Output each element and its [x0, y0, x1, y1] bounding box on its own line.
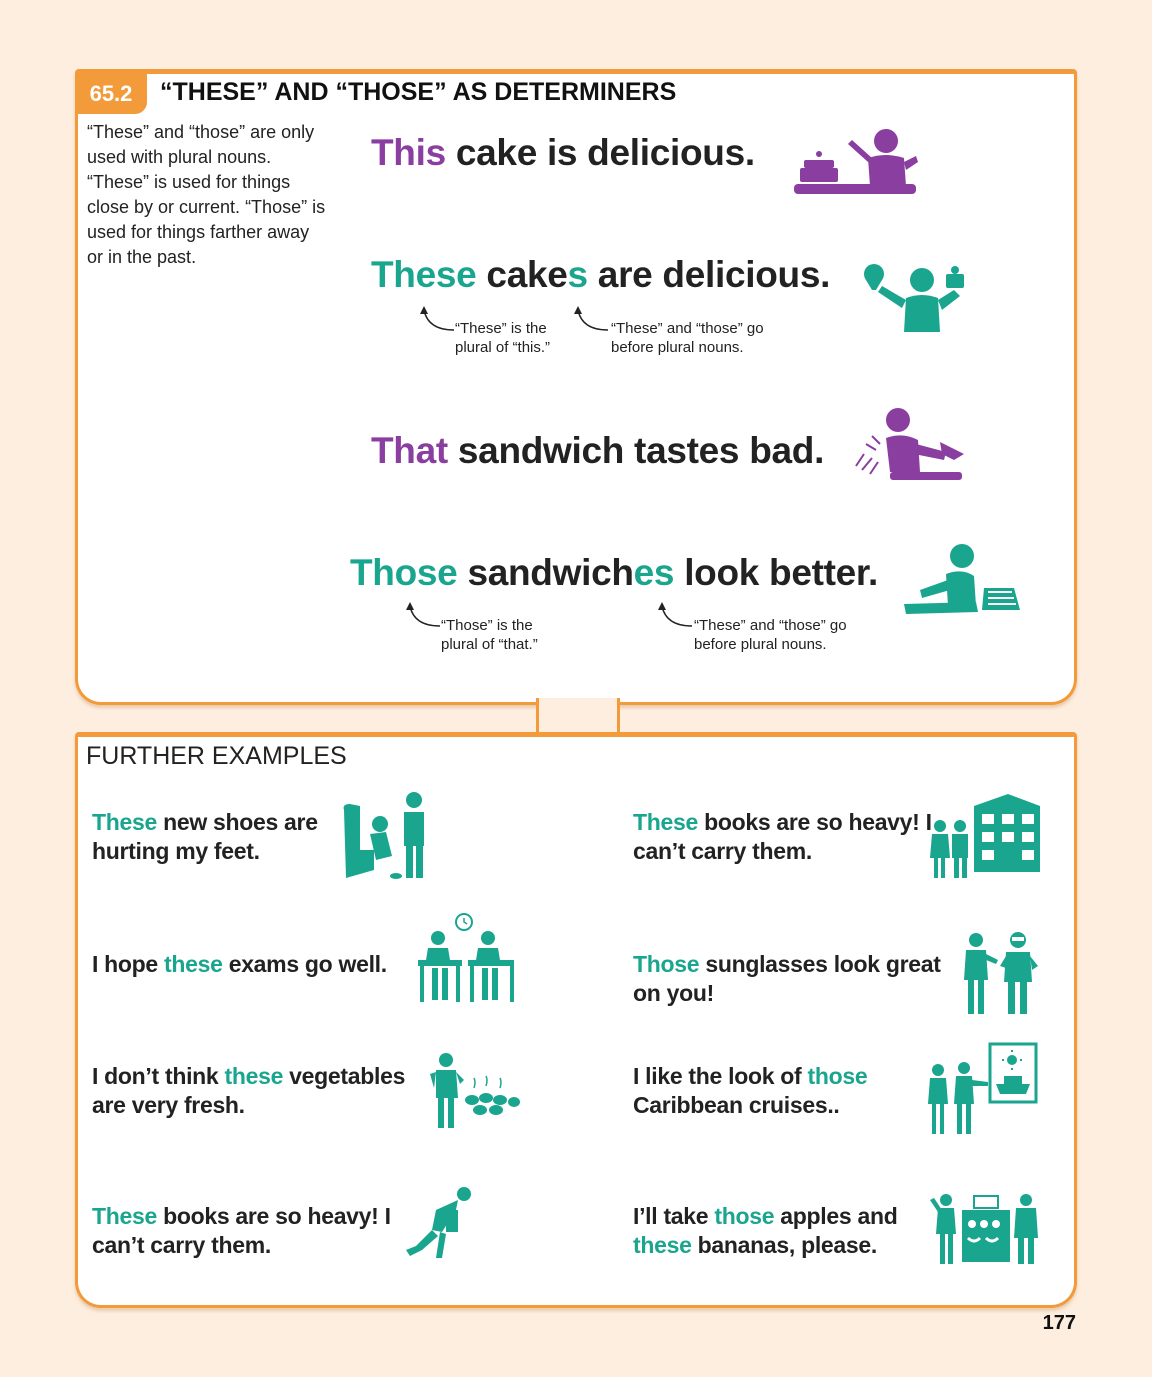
example-text: exams go well. — [222, 951, 387, 977]
heavy-books-person-icon — [402, 1186, 474, 1260]
sunglasses-couple-icon — [956, 930, 1040, 1018]
further-right-4 — [633, 1202, 923, 1260]
note-those-nouns: “These” and “those” go before plural nouns. — [694, 617, 847, 653]
page-number: 177 — [1042, 1312, 1076, 1334]
sandwich-person-icon — [902, 540, 1022, 618]
vegetables-person-icon — [426, 1052, 522, 1132]
example-text: I hope — [92, 951, 165, 977]
arrow-icon — [656, 600, 696, 630]
highlight-word: These — [371, 254, 477, 295]
further-right-3 — [633, 1062, 923, 1120]
couple-house-icon — [926, 794, 1042, 880]
example-text: sunglasses look great on you! — [633, 951, 941, 1006]
further-examples-title: FURTHER EXAMPLES — [86, 742, 347, 770]
further-left-2 — [92, 950, 402, 979]
further-right-1 — [633, 808, 933, 866]
example-text: look better. — [674, 552, 878, 593]
cake-person-icon — [790, 128, 920, 198]
example-text: Caribbean cruises.. — [633, 1092, 840, 1118]
note-these-nouns: “These” and “those” go before plural nouns. — [611, 320, 764, 356]
intro-text: “These” and “those” are only used with plural nouns. “These” is used for things close by or current. “Those” is used for things farther away or in the past. — [87, 122, 326, 267]
example-text: cake — [476, 254, 568, 295]
disgusted-person-icon — [850, 404, 974, 484]
section-title: “THESE” AND “THOSE” AS DETERMINERS — [160, 78, 677, 106]
further-left-4 — [92, 1202, 392, 1260]
highlight-word: This — [371, 132, 446, 173]
example-text: books are so heavy! I can’t carry them. — [92, 1203, 391, 1258]
highlight-word: That — [371, 430, 448, 471]
plural-suffix: s — [567, 254, 588, 295]
example-text: cake is delicious. — [445, 132, 755, 173]
highlight-word: these — [164, 951, 223, 977]
example-text: I like the look of — [633, 1063, 808, 1089]
example-those-sandwiches — [350, 552, 878, 594]
plural-suffix: es — [633, 552, 675, 593]
highlight-word: These — [633, 809, 698, 835]
arrow-icon — [404, 600, 444, 630]
example-text: bananas, please. — [691, 1232, 877, 1258]
example-text: sandwich — [457, 552, 634, 593]
highlight-word: Those — [350, 552, 458, 593]
example-text: apples and — [774, 1203, 898, 1229]
example-text: sandwich tastes bad. — [447, 430, 825, 471]
note-these-plural: “These” is the plural of “this.” — [455, 320, 551, 356]
highlight-word: those — [807, 1063, 868, 1089]
further-left-3 — [92, 1062, 422, 1120]
example-text: vegetables are very fresh. — [92, 1063, 406, 1118]
exam-students-icon — [410, 912, 520, 1004]
example-text: new shoes are hurting my feet. — [92, 809, 318, 864]
highlight-word: These — [92, 1203, 157, 1229]
fruit-stall-icon — [928, 1190, 1042, 1266]
example-that-sandwich — [371, 430, 824, 472]
example-text: books are so heavy! I can’t carry them. — [633, 809, 932, 864]
example-text: are delicious. — [587, 254, 831, 295]
shoe-shopping-icon — [340, 790, 435, 882]
cakes-person-icon — [858, 260, 970, 336]
highlight-word: these — [633, 1232, 692, 1258]
arrow-icon — [418, 304, 458, 334]
arrow-icon — [572, 304, 612, 334]
highlight-word: Those — [633, 951, 700, 977]
note-those-plural: “Those” is the plural of “that.” — [441, 617, 538, 653]
example-these-cakes — [371, 254, 830, 296]
highlight-word: those — [714, 1203, 775, 1229]
further-left-1 — [92, 808, 322, 866]
highlight-word: These — [92, 809, 157, 835]
example-this-cake — [371, 132, 755, 174]
further-right-2 — [633, 950, 953, 1008]
section-number-badge: 65.2 — [75, 74, 147, 114]
example-text: I don’t think — [92, 1063, 225, 1089]
example-text: I’ll take — [633, 1203, 715, 1229]
cruise-poster-couple-icon — [924, 1042, 1040, 1138]
highlight-word: these — [224, 1063, 284, 1089]
